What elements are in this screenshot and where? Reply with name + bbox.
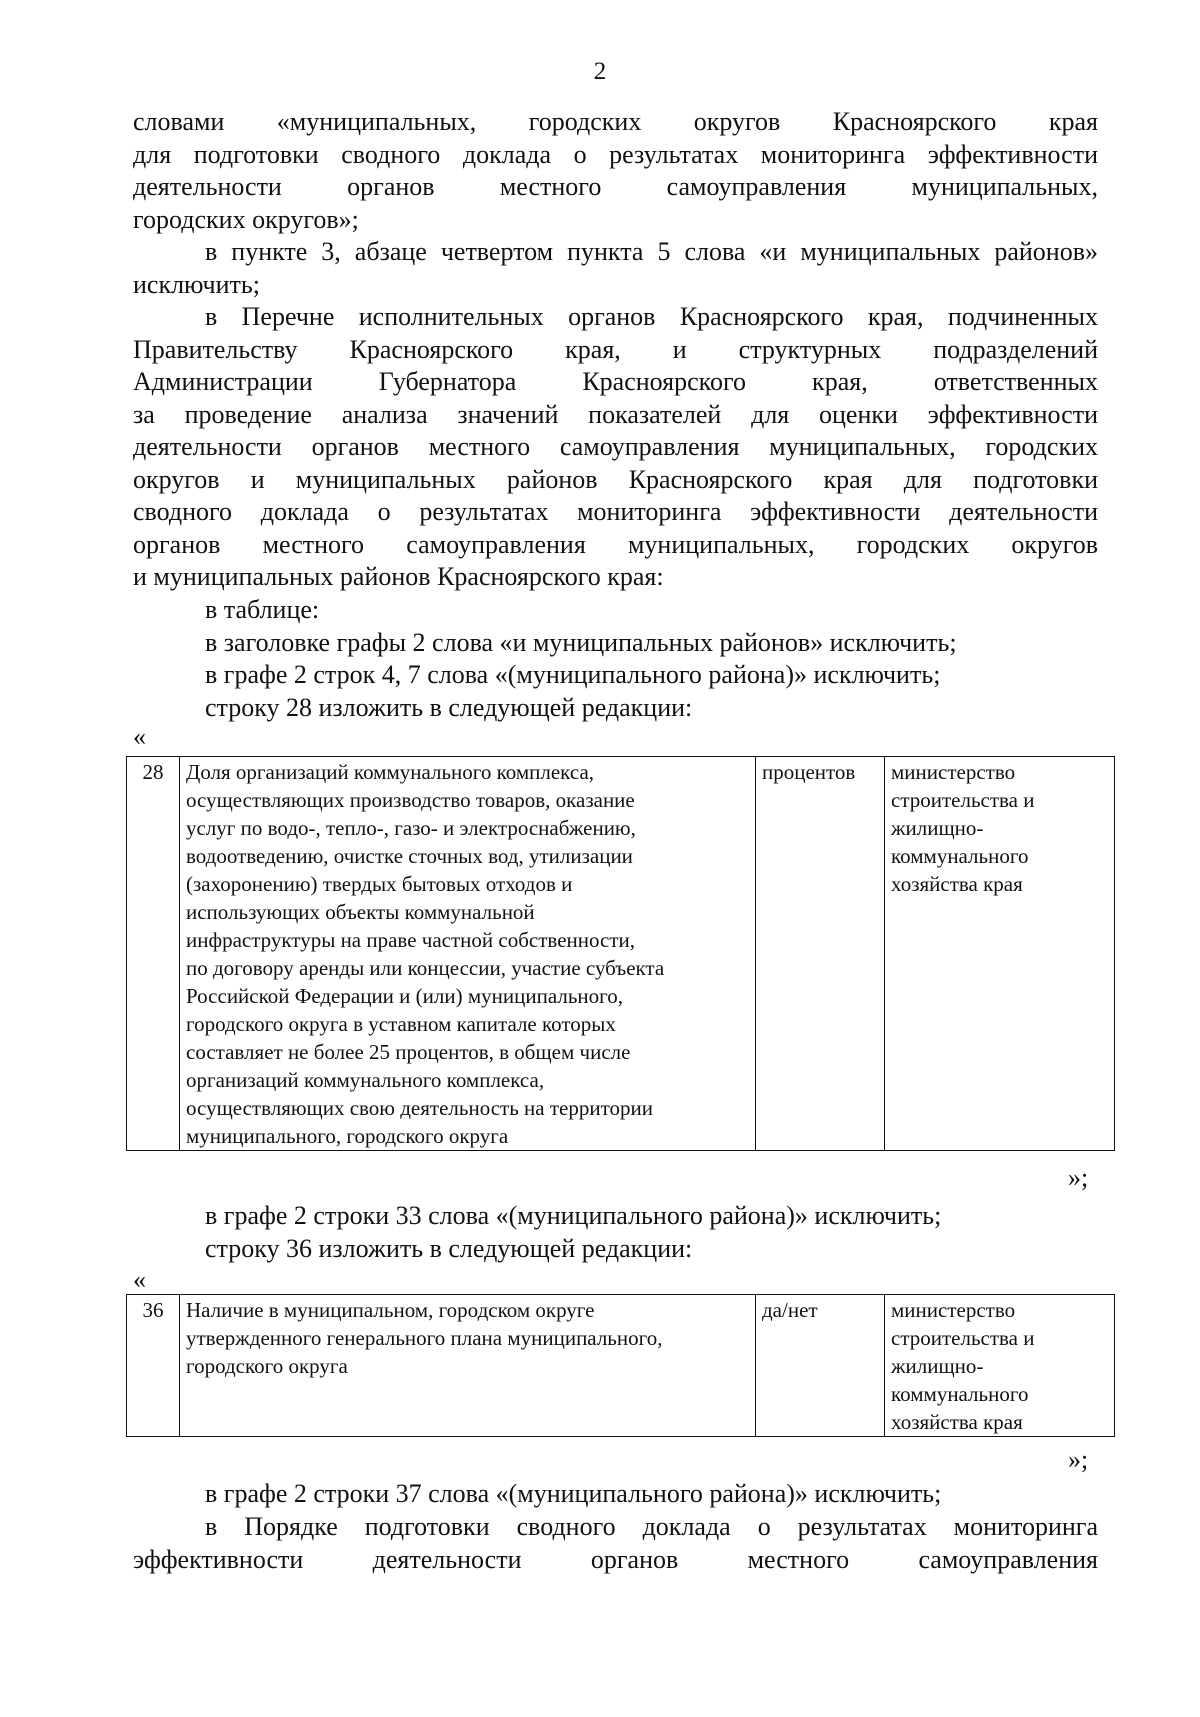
cell-line: Российской Федерации и (или) муниципального, xyxy=(186,984,623,1008)
cell-line: городского округа xyxy=(186,1354,348,1378)
instruction-line: в графе 2 строки 37 слова «(муниципального района)» исключить; xyxy=(205,1479,942,1508)
cell-line: составляет не более 25 процентов, в общем числе xyxy=(186,1040,631,1064)
quote-open: « xyxy=(133,722,146,751)
cell-line: Наличие в муниципальном, городском округе xyxy=(186,1298,595,1322)
instruction-line: строку 28 изложить в следующей редакции: xyxy=(205,692,693,722)
text-line: городских округов»; xyxy=(133,204,359,234)
cell-line: осуществляющих свою деятельность на территории xyxy=(186,1096,653,1120)
cell-line: министерство xyxy=(891,760,1016,784)
instruction-line: в графе 2 строк 4, 7 слова «(муниципального района)» исключить; xyxy=(205,660,941,689)
instructions-table-1 xyxy=(133,594,1098,724)
cell-line: строительства и xyxy=(891,788,1035,812)
text-line: округов и муниципальных районов Красноярского края для подготовки xyxy=(133,464,1098,494)
cell-line: по договору аренды или концессии, участие субъекта xyxy=(186,956,665,980)
cell-line: коммунального xyxy=(891,844,1029,868)
cell-line: утвержденного генерального плана муниципального, xyxy=(186,1326,663,1350)
indicator-text xyxy=(180,757,756,1151)
text-line: Администрации Губернатора Красноярского края, ответственных xyxy=(133,367,1098,396)
cell-line: осуществляющих производство товаров, оказание xyxy=(186,788,635,812)
cell-line: городского округа в уставном капитале которых xyxy=(186,1012,616,1036)
responsible-cell xyxy=(885,757,1115,1151)
row-number: 36 xyxy=(127,1295,180,1437)
cell-line: жилищно- xyxy=(891,816,984,840)
text-line: органов местного самоуправления муниципальных, городских округов xyxy=(133,529,1098,559)
cell-line: организаций коммунального комплекса, xyxy=(186,1068,545,1092)
row-number: 28 xyxy=(127,757,180,1151)
cell-line: коммунального xyxy=(891,1382,1029,1406)
responsible-cell xyxy=(885,1295,1115,1437)
paragraph-point-3 xyxy=(133,236,1098,301)
text-line: деятельности органов местного самоуправления муниципальных, xyxy=(133,172,1098,201)
cell-line: услуг по водо-, тепло-, газо- и электроснабжению, xyxy=(186,816,636,840)
cell-line: Доля организаций коммунального комплекса, xyxy=(186,760,595,784)
text-line: за проведение анализа значений показателей для оценки эффективности xyxy=(133,399,1098,429)
unit-cell: да/нет xyxy=(756,1295,885,1437)
instructions-table-2 xyxy=(133,1200,1098,1265)
cell-line: министерство xyxy=(891,1298,1016,1322)
cell-line: использующих объекты коммунальной xyxy=(186,900,535,924)
cell-line: (захоронению) твердых бытовых отходов и xyxy=(186,872,573,896)
paragraph-continuation xyxy=(133,106,1098,236)
paragraph-perechen xyxy=(133,301,1098,594)
page-number: 2 xyxy=(593,58,607,85)
table-row xyxy=(127,1295,1115,1437)
instructions-table-3 xyxy=(133,1478,1098,1511)
instruction-line: в таблице: xyxy=(205,595,320,624)
table-row-28 xyxy=(126,756,1115,1151)
table-row-36 xyxy=(126,1294,1115,1437)
cell-line: инфраструктуры на праве частной собственности, xyxy=(186,928,636,952)
text-line: для подготовки сводного доклада о результатах мониторинга эффективности xyxy=(133,139,1098,169)
cell-line: муниципального, городского округа xyxy=(186,1124,509,1148)
cell-line: жилищно- xyxy=(891,1354,984,1378)
text-line: Правительству Красноярского края, и структурных подразделений xyxy=(133,334,1098,364)
cell-line: хозяйства края xyxy=(891,1410,1023,1434)
text-line: в Перечне исполнительных органов Красноярского края, подчиненных xyxy=(205,302,1098,331)
quote-close: »; xyxy=(1068,1163,1089,1192)
quote-close: »; xyxy=(1068,1445,1089,1474)
instruction-line: в графе 2 строки 33 слова «(муниципального района)» исключить; xyxy=(205,1201,942,1230)
text-line: исключить; xyxy=(133,269,260,299)
unit-cell: процентов xyxy=(756,757,885,1151)
text-line: сводного доклада о результатах мониторинга эффективности деятельности xyxy=(133,497,1098,526)
cell-line: строительства и xyxy=(891,1326,1035,1350)
instruction-line: строку 36 изложить в следующей редакции: xyxy=(205,1233,693,1263)
quote-open: « xyxy=(133,1265,146,1294)
text-line: и муниципальных районов Красноярского края: xyxy=(133,562,664,591)
text-line: эффективности деятельности органов местного самоуправления xyxy=(133,1544,1098,1574)
text-line: в пункте 3, абзаце четвертом пункта 5 слова «и муниципальных районов» xyxy=(205,237,1098,266)
indicator-text xyxy=(180,1295,756,1437)
cell-line: хозяйства края xyxy=(891,872,1023,896)
text-line: в Порядке подготовки сводного доклада о результатах мониторинга xyxy=(205,1512,1098,1541)
text-line: деятельности органов местного самоуправления муниципальных, городских xyxy=(133,432,1098,461)
text-line: словами «муниципальных, городских округов Красноярского края xyxy=(133,107,1098,136)
paragraph-poryadok xyxy=(133,1511,1098,1576)
instruction-line: в заголовке графы 2 слова «и муниципальных районов» исключить; xyxy=(205,627,957,657)
cell-line: водоотведению, очистке сточных вод, утилизации xyxy=(186,844,633,868)
table-row xyxy=(127,757,1115,1151)
